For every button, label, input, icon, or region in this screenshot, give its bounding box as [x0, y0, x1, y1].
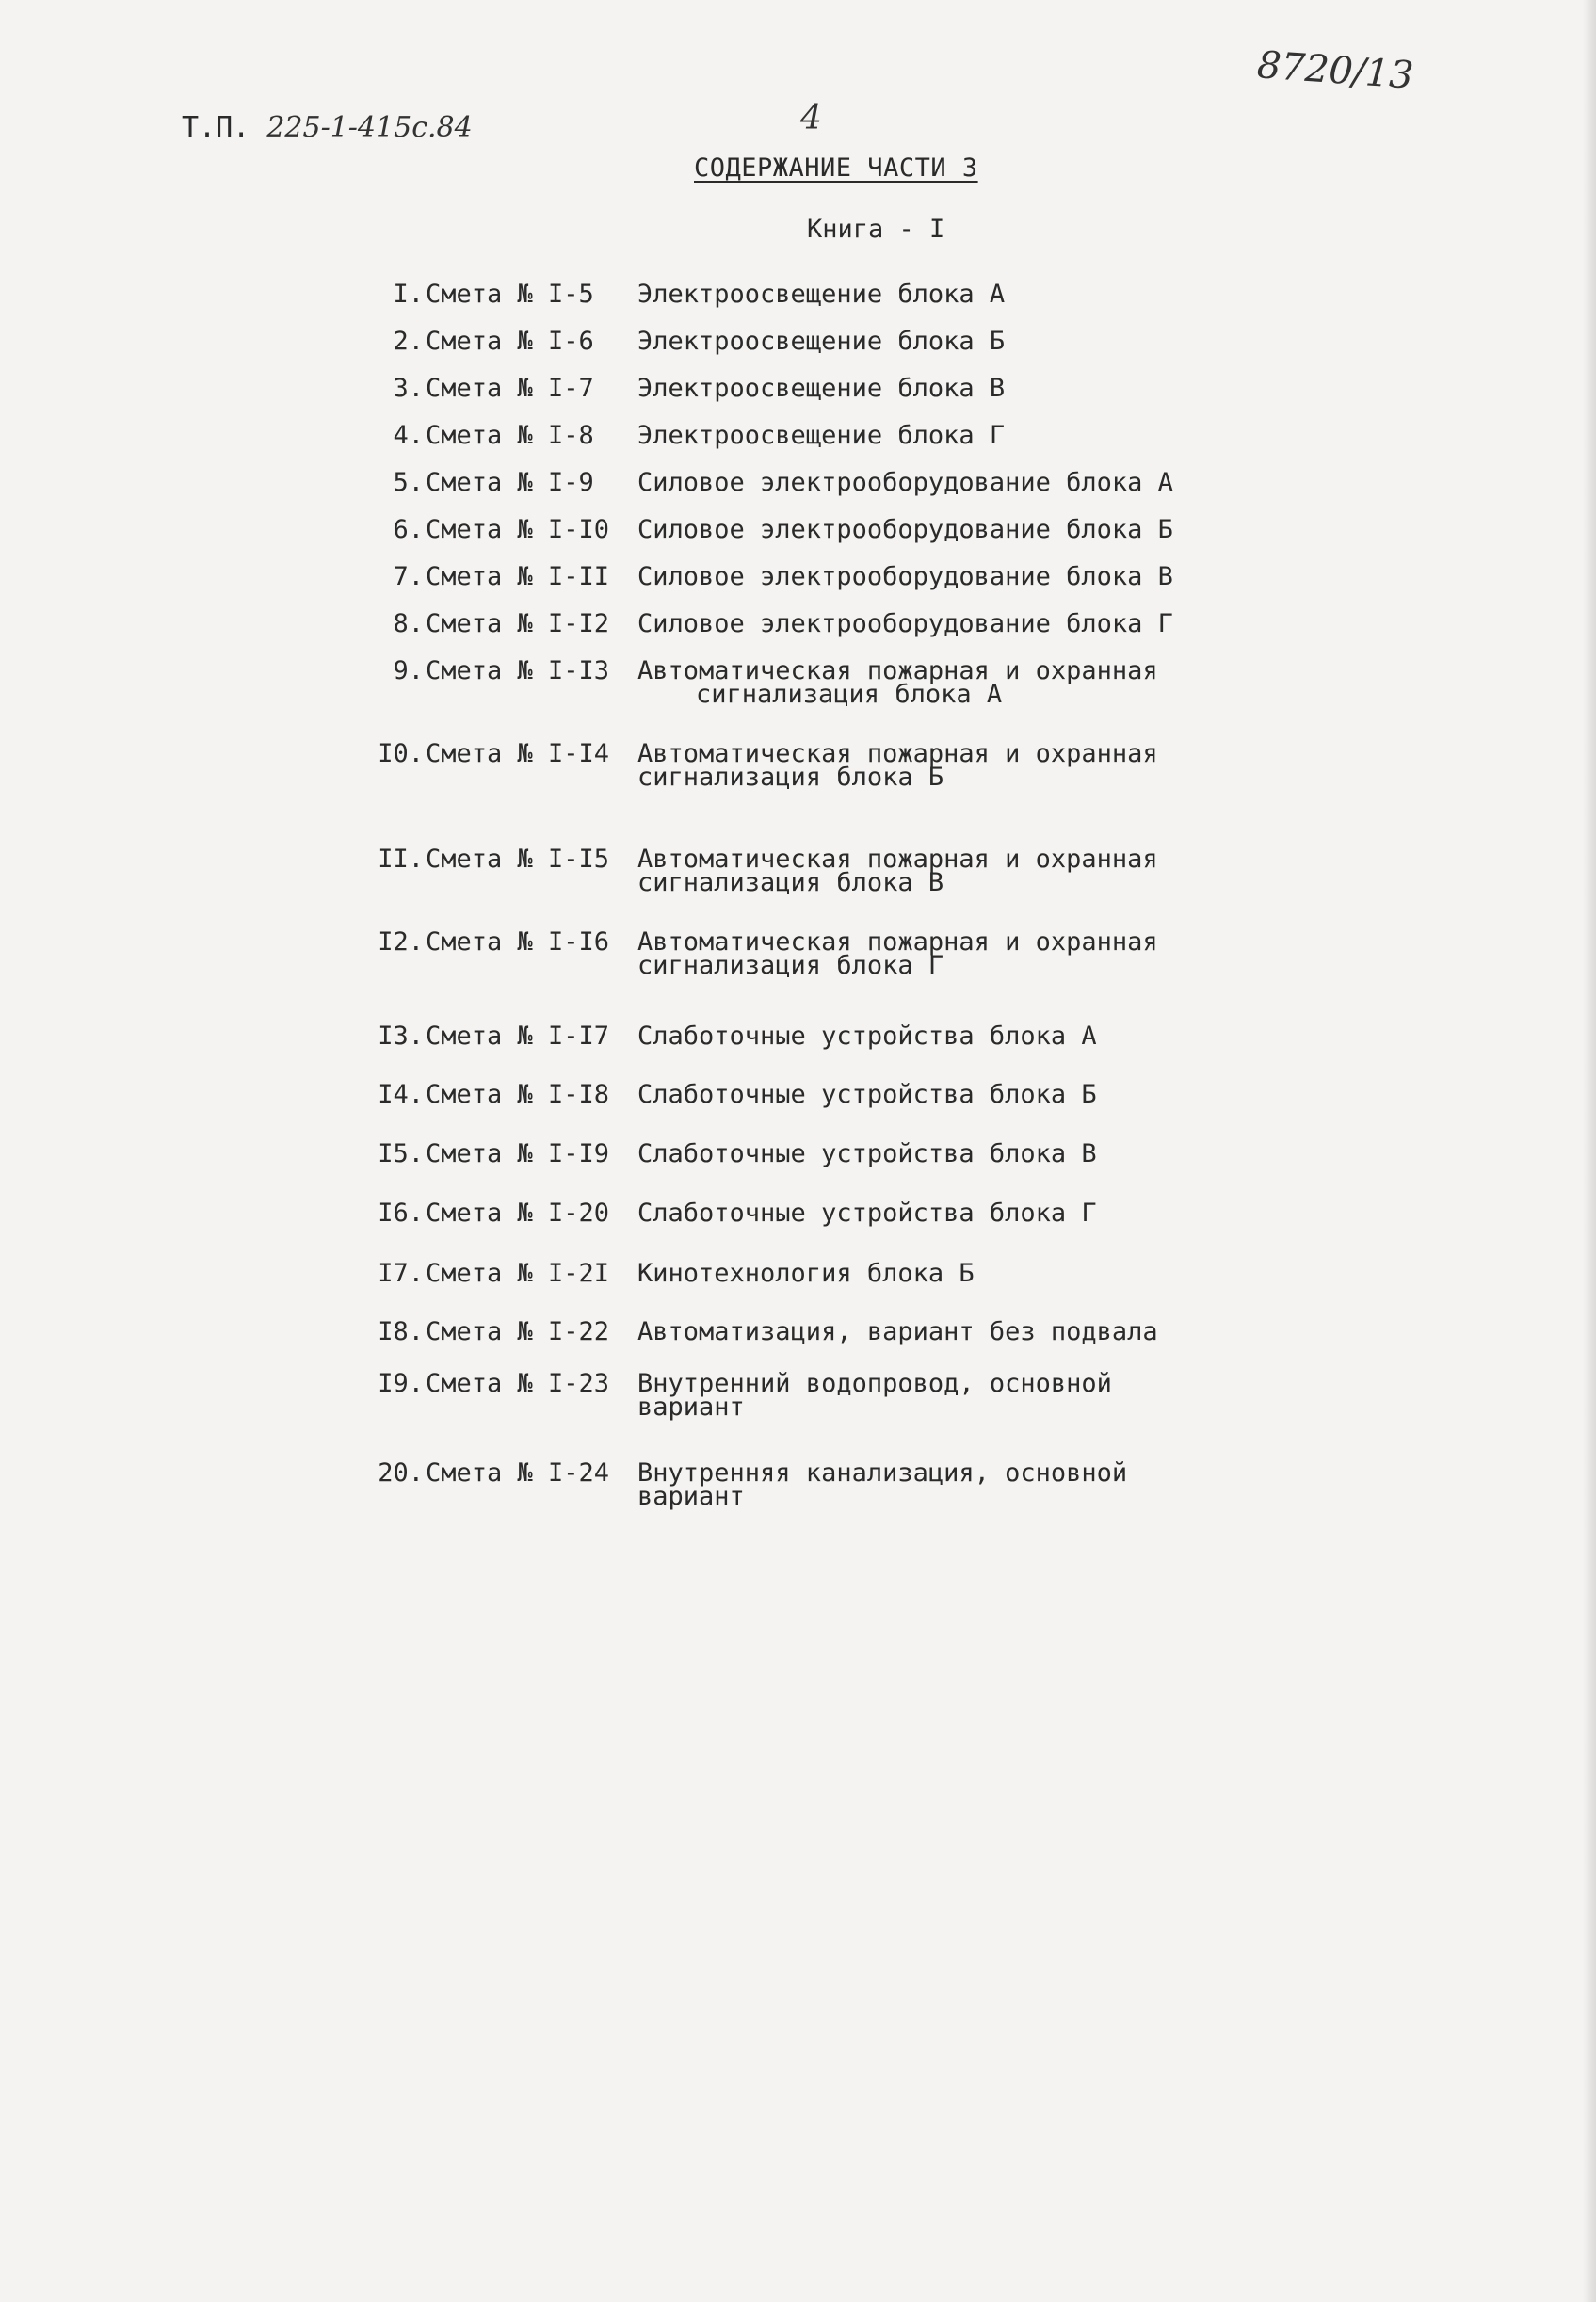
toc-entry-description-line: Электроосвещение блока Г — [637, 421, 1006, 450]
toc-entry-estimate: Смета № I-6 — [426, 327, 594, 356]
toc-entry-description — [637, 1458, 1128, 1511]
toc-entry-description-line: Автоматическая пожарная и охранная — [637, 927, 1158, 957]
toc-entry-number: II. — [378, 845, 424, 874]
toc-entry-number: 5. — [393, 468, 424, 497]
toc-entry-number: I6. — [378, 1199, 424, 1228]
toc-entry-number: I0. — [378, 739, 424, 768]
toc-entry-description-line: вариант — [637, 1392, 745, 1422]
toc-entry-description — [637, 1199, 1097, 1228]
page-number: 4 — [800, 99, 822, 137]
toc-entry-estimate: Смета № I-II — [426, 562, 610, 591]
toc-entry-estimate: Смета № I-8 — [426, 421, 594, 450]
toc-entry-description — [637, 1259, 975, 1288]
toc-entry-description-line: Автоматическая пожарная и охранная — [637, 739, 1158, 768]
toc-entry-description-line: сигнализация блока Г — [637, 951, 944, 980]
toc-entry-number: 6. — [393, 515, 424, 544]
toc-entry-number: 4. — [393, 421, 424, 450]
toc-entry-estimate: Смета № I-I6 — [426, 927, 610, 957]
document-code-handwritten: 225-1-415с.84 — [266, 111, 473, 144]
toc-entry-description-line: Кинотехнология блока Б — [637, 1259, 975, 1288]
toc-entry-description-line: Слаботочные устройства блока В — [637, 1139, 1097, 1168]
toc-entry-estimate: Смета № I-23 — [426, 1369, 610, 1398]
toc-entry-description-line: Силовое электрооборудование блока Б — [637, 515, 1173, 544]
archive-number: 8720/13 — [1255, 43, 1415, 98]
toc-entry-number: 7. — [393, 562, 424, 591]
toc-entry-description — [637, 515, 1173, 544]
toc-entry-description-line: вариант — [637, 1482, 745, 1511]
toc-entry-description — [637, 656, 1158, 709]
toc-entry-estimate: Смета № I-20 — [426, 1199, 610, 1228]
toc-entry-description — [637, 327, 1006, 356]
toc-entry-description — [637, 927, 1158, 980]
toc-entry-estimate: Смета № I-I9 — [426, 1139, 610, 1168]
toc-entry-number: I8. — [378, 1317, 424, 1346]
toc-entry-description — [637, 739, 1158, 792]
toc-entry-description-line: Автоматизация, вариант без подвала — [637, 1317, 1158, 1346]
toc-entry-number: I. — [393, 280, 424, 309]
toc-entry-description — [637, 421, 1006, 450]
toc-entry-description-line: сигнализация блока В — [637, 868, 944, 897]
toc-entry-description-line: Автоматическая пожарная и охранная — [637, 656, 1158, 685]
toc-entry-description-line: Силовое электрооборудование блока Г — [637, 609, 1173, 638]
toc-entry-description — [637, 280, 1006, 309]
book-label: Книга - I — [807, 215, 945, 244]
toc-entry-estimate: Смета № I-I3 — [426, 656, 610, 685]
document-code — [182, 111, 473, 144]
toc-entry-description-line: Электроосвещение блока В — [637, 374, 1006, 403]
toc-entry-description-line: Электроосвещение блока Б — [637, 327, 1006, 356]
toc-entry-description-line: сигнализация блока Б — [637, 763, 944, 792]
toc-entry-estimate: Смета № I-22 — [426, 1317, 610, 1346]
toc-entry-estimate: Смета № I-9 — [426, 468, 594, 497]
toc-entry-number: I9. — [378, 1369, 424, 1398]
toc-entry-description-line: Силовое электрооборудование блока В — [637, 562, 1173, 591]
toc-entry-description — [637, 1139, 1097, 1168]
toc-entry-description-line: Внутренняя канализация, основной — [637, 1458, 1128, 1488]
toc-entry-number: I2. — [378, 927, 424, 957]
toc-entry-description-line: Слаботочные устройства блока Г — [637, 1199, 1097, 1228]
toc-entry-estimate: Смета № I-I4 — [426, 739, 610, 768]
toc-entry-description — [637, 468, 1173, 497]
toc-entry-number: I5. — [378, 1139, 424, 1168]
toc-entry-estimate: Смета № I-I2 — [426, 609, 610, 638]
toc-entry-description-line: Электроосвещение блока А — [637, 280, 1006, 309]
toc-entry-description — [637, 845, 1158, 897]
toc-entry-number: 20. — [378, 1458, 424, 1488]
toc-entry-description-line: Автоматическая пожарная и охранная — [637, 845, 1158, 874]
toc-entry-description-line: сигнализация блока А — [696, 680, 1003, 709]
toc-entry-description-line: Слаботочные устройства блока А — [637, 1022, 1097, 1051]
toc-entry-estimate: Смета № I-5 — [426, 280, 594, 309]
toc-entry-estimate: Смета № I-24 — [426, 1458, 610, 1488]
page-edge-shadow — [1583, 0, 1596, 2302]
toc-entry-description — [637, 1369, 1112, 1422]
toc-entry-number: 2. — [393, 327, 424, 356]
toc-entry-description — [637, 562, 1173, 591]
toc-entry-description — [637, 1317, 1158, 1346]
toc-entry-description-line: Слаботочные устройства блока Б — [637, 1080, 1097, 1109]
toc-entry-estimate: Смета № I-I0 — [426, 515, 610, 544]
toc-entry-description — [637, 1022, 1097, 1051]
toc-entry-number: I4. — [378, 1080, 424, 1109]
toc-entry-description-line: Силовое электрооборудование блока А — [637, 468, 1173, 497]
toc-entry-description-line: Внутренний водопровод, основной — [637, 1369, 1112, 1398]
toc-entry-estimate: Смета № I-I8 — [426, 1080, 610, 1109]
toc-entry-estimate: Смета № I-7 — [426, 374, 594, 403]
toc-entry-description — [637, 374, 1006, 403]
toc-entry-estimate: Смета № I-2I — [426, 1259, 610, 1288]
toc-entry-description — [637, 609, 1173, 638]
toc-entry-estimate: Смета № I-I5 — [426, 845, 610, 874]
toc-entry-number: 3. — [393, 374, 424, 403]
toc-entry-number: 9. — [393, 656, 424, 685]
page-title: СОДЕРЖАНИЕ ЧАСТИ 3 — [694, 153, 978, 183]
toc-entry-description — [637, 1080, 1097, 1109]
toc-entry-number: I7. — [378, 1259, 424, 1288]
toc-entry-number: I3. — [378, 1022, 424, 1051]
toc-entry-estimate: Смета № I-I7 — [426, 1022, 610, 1051]
toc-entry-number: 8. — [393, 609, 424, 638]
document-code-prefix: Т.П. — [182, 111, 250, 144]
